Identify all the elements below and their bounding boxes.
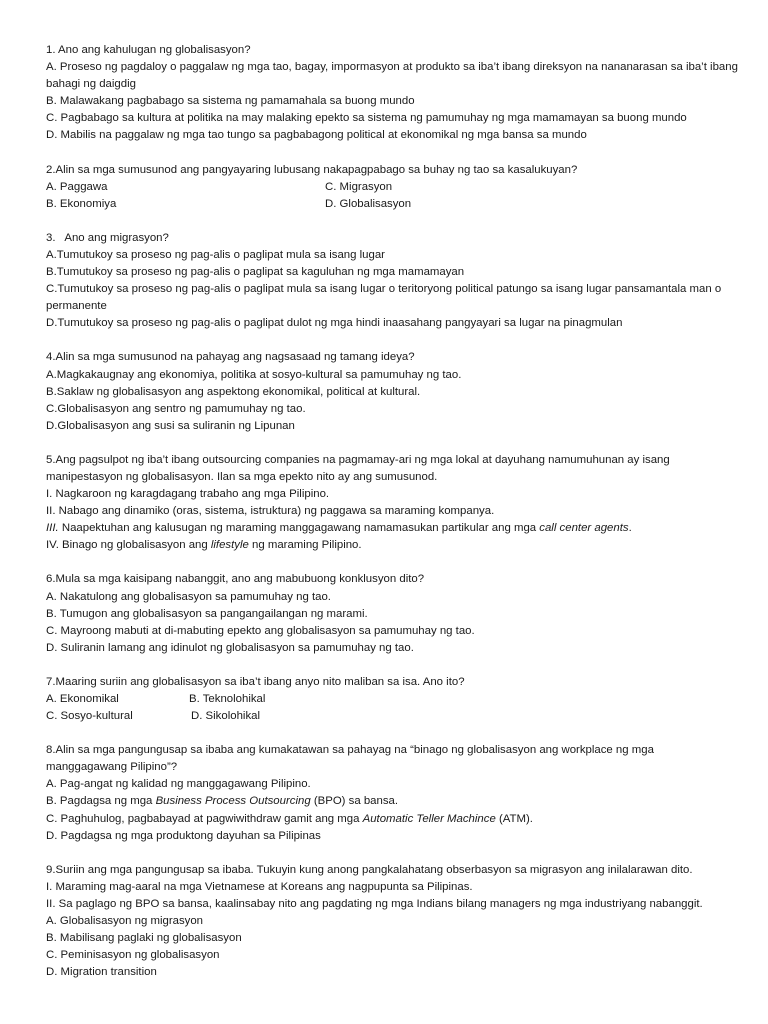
question-8-choice-b — [46, 793, 738, 810]
question-9-stem: 9.Suriin ang mga pangungusap sa ibaba. Tukuyin kung anong pangkalahatang obserbasyon sa migrasyon ang inilalarawan dito. — [46, 863, 693, 876]
question-2-choices-row-2 — [46, 196, 738, 213]
question-7-stem: 7.Maaring suriin ang globalisasyon sa iba’t ibang anyo nito maliban sa isa. Ano ito? — [46, 675, 465, 688]
question-8-choice-d: D. Pagdagsa ng mga produktong dayuhan sa Pilipinas — [46, 829, 321, 842]
question-3-stem: 3. Ano ang migrasyon? — [46, 231, 169, 244]
question-7-choices-row-1 — [46, 691, 738, 708]
question-5-item-3-text: Naapektuhan ang kalusugan ng maraming manggagawang namamasukan partikular ang mga — [58, 522, 540, 535]
question-9-choice-b: B. Mabilisang paglaki ng globalisasyon — [46, 932, 242, 945]
question-2 — [46, 162, 738, 213]
question-4 — [46, 349, 738, 434]
question-1-stem: 1. Ano ang kahulugan ng globalisasyon? — [46, 44, 251, 56]
question-4-choice-a: A.Magkakaugnay ang ekonomiya, politika at sosyo-kultural sa pamumuhay ng tao. — [46, 368, 462, 381]
question-5-item-1: I. Nagkaroon ng karagdagang trabaho ang mga Pilipino. — [46, 488, 330, 501]
question-5-item-4-pre: IV. Binago ng globalisasyon ang — [46, 539, 211, 552]
question-6-choice-d: D. Suliranin lamang ang idinulot ng globalisasyon sa pamumuhay ng tao. — [46, 641, 414, 654]
question-9-choice-a: A. Globalisasyon ng migrasyon — [46, 915, 204, 928]
question-2-choice-a: A. Paggawa — [46, 180, 108, 193]
question-5-stem: 5.Ang pagsulpot ng iba’t ibang outsourcing companies na pagmamay-ari ng mga lokal at dayuhang namumuhunan ay isang manipestasyon ng globalisasyon. Ilan sa mga epekto nito ay ang sumusunod. — [46, 453, 670, 483]
question-8 — [46, 742, 738, 845]
question-8-choice-c-post: (ATM). — [495, 812, 533, 825]
question-3-choice-a: A.Tumutukoy sa proseso ng pag-alis o paglipat mula sa isang lugar — [46, 248, 385, 261]
question-8-choice-a: A. Pag-angat ng kalidad ng manggagawang Pilipino. — [46, 778, 311, 791]
question-2-stem: 2.Alin sa mga sumusunod ang pangyayaring lubusang nakapagpabago sa buhay ng tao sa kasalukuyan? — [46, 163, 578, 176]
question-5-item-4 — [46, 537, 738, 554]
question-7-choice-d: D. Sikolohikal — [191, 710, 261, 723]
question-2-choice-c: C. Migrasyon — [325, 180, 393, 193]
question-7-choice-a: A. Ekonomikal — [46, 693, 119, 705]
question-1 — [46, 42, 738, 145]
question-8-stem: 8.Alin sa mga pangungusap sa ibaba ang kumakatawan sa pahayag na “binago ng globalisasyon ang workplace ng mga manggagawang Pilipino”? — [46, 744, 654, 774]
question-9-choice-d: D. Migration transition — [46, 966, 157, 979]
question-9-item-2: II. Sa paglago ng BPO sa bansa, kaalinsabay nito ang pagdating ng mga Indians bilang managers ng mga industriyang nabanggit. — [46, 897, 703, 910]
question-5 — [46, 452, 738, 555]
question-8-choice-b-post: (BPO) sa bansa. — [310, 795, 399, 808]
question-6-stem: 6.Mula sa mga kaisipang nabanggit, ano ang mabubuong konklusyon dito? — [46, 573, 425, 586]
question-3-choice-b: B.Tumutukoy sa proseso ng pag-alis o paglipat sa kaguluhan ng mga mamamayan — [46, 266, 465, 279]
question-5-item-3-end: . — [628, 522, 632, 535]
question-5-item-2: II. Nabago ang dinamiko (oras, sistema, istruktura) ng paggawa sa maraming kompanya. — [46, 505, 495, 518]
question-8-choice-b-emphasis: Business Process Outsourcing — [155, 795, 311, 808]
question-9 — [46, 862, 738, 982]
question-4-choice-c: C.Globalisasyon ang sentro ng pamumuhay ng tao. — [46, 402, 306, 415]
question-9-choice-c: C. Peminisasyon ng globalisasyon — [46, 949, 220, 962]
question-7-choice-c: C. Sosyo-kultural — [46, 710, 133, 723]
question-8-choice-c-emphasis: Automatic Teller Machince — [362, 812, 496, 825]
question-8-choice-c — [46, 811, 738, 828]
question-2-choice-b: B. Ekonomiya — [46, 197, 117, 210]
question-4-stem: 4.Alin sa mga sumusunod na pahayag ang nagsasaad ng tamang ideya? — [46, 351, 415, 364]
question-6 — [46, 571, 738, 656]
question-7-choices-row-2 — [46, 708, 738, 725]
question-5-item-3 — [46, 520, 738, 537]
question-1-choice-d: D. Mabilis na paggalaw ng mga tao tungo sa pagbabagong political at ekonomikal ng mga bansa sa mundo — [46, 129, 587, 142]
question-6-choice-a: A. Nakatulong ang globalisasyon sa pamumuhay ng tao. — [46, 590, 331, 603]
question-6-choice-b: B. Tumugon ang globalisasyon sa pangangailangan ng marami. — [46, 607, 368, 620]
question-3-choice-c: C.Tumutukoy sa proseso ng pag-alis o paglipat mula sa isang lugar o teritoryong political patungo sa isang lugar pansamantala man o permanente — [46, 283, 722, 313]
question-8-choice-b-pre: B. Pagdagsa ng mga — [46, 795, 156, 808]
question-4-choice-d: D.Globalisasyon ang susi sa suliranin ng Lipunan — [46, 419, 295, 432]
question-5-item-3-emphasis: call center agents — [539, 522, 629, 535]
question-7 — [46, 674, 738, 725]
question-9-item-1: I. Maraming mag-aaral na mga Vietnamese at Koreans ang nagpupunta sa Pilipinas. — [46, 880, 473, 893]
question-1-choice-a: A. Proseso ng pagdaloy o paggalaw ng mga tao, bagay, impormasyon at produkto sa iba’t ibang direksyon na nananarasan sa iba’t ibang bahagi ng daigdig — [46, 61, 738, 91]
question-6-choice-c: C. Mayroong mabuti at di-mabuting epekto ang globalisasyon sa pamumuhay ng tao. — [46, 624, 475, 637]
question-5-item-4-emphasis: lifestyle — [210, 539, 249, 552]
question-2-choice-d: D. Globalisasyon — [325, 197, 412, 210]
question-1-choice-c: C. Pagbabago sa kultura at politika na may malaking epekto sa sistema ng pamumuhay ng mga mamamayan sa buong mundo — [46, 112, 687, 125]
question-2-choices-row-1 — [46, 179, 738, 196]
question-4-choice-b: B.Saklaw ng globalisasyon ang aspektong ekonomikal, political at kultural. — [46, 385, 421, 398]
question-5-item-4-post: ng maraming Pilipino. — [248, 539, 362, 552]
question-1-choice-b: B. Malawakang pagbabago sa sistema ng pamamahala sa buong mundo — [46, 95, 415, 108]
question-5-item-3-number: III. — [46, 522, 59, 535]
question-8-choice-c-pre: C. Paghuhulog, pagbabayad at pagwiwithdraw gamit ang mga — [46, 812, 363, 825]
question-3 — [46, 230, 738, 333]
question-7-choice-b: B. Teknolohikal — [189, 693, 266, 705]
question-3-choice-d: D.Tumutukoy sa proseso ng pag-alis o paglipat dulot ng mga hindi inaasahang pangyayari sa lugar na pinagmulan — [46, 317, 623, 330]
